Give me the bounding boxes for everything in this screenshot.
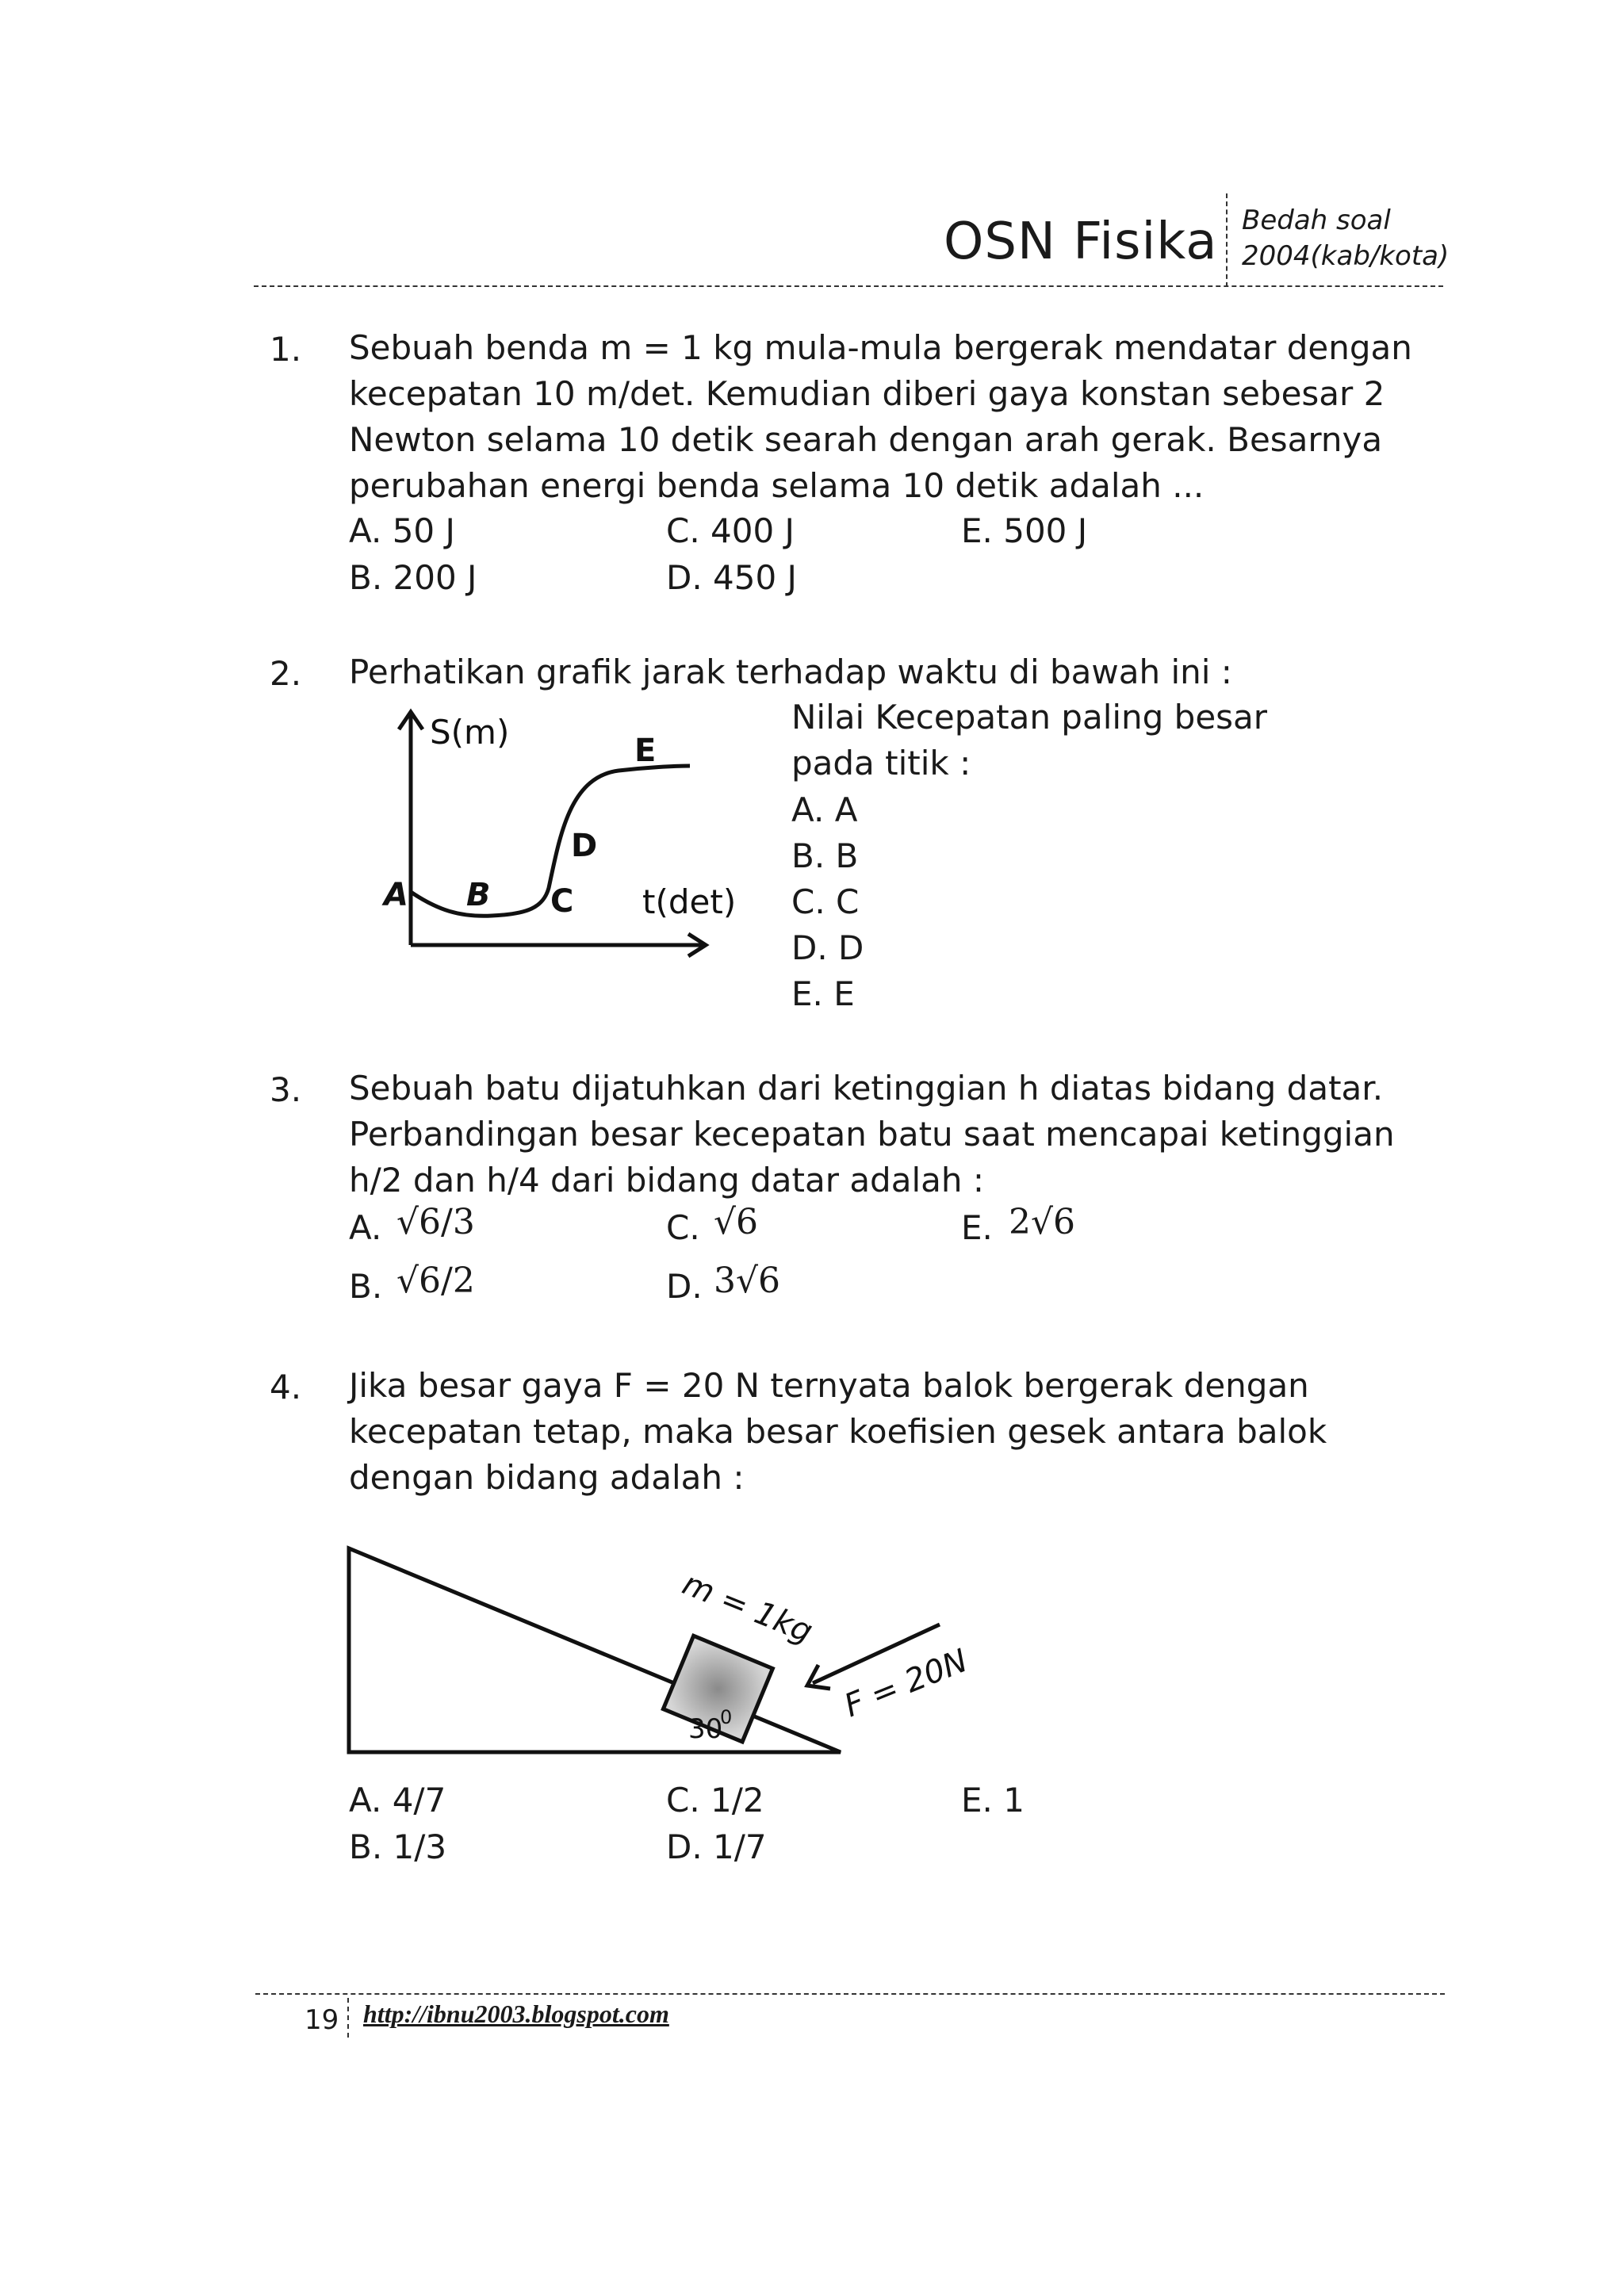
question-4-option-e[interactable]: E. 1 (961, 1781, 1025, 1820)
mass-label: m = 1kg (677, 1565, 818, 1651)
question-4-option-a[interactable]: A. 4/7 (349, 1781, 446, 1820)
question-1-option-d[interactable]: D. 450 J (666, 558, 797, 597)
graph-point-d: D (571, 828, 598, 864)
incline-diagram (317, 1522, 1031, 1776)
header-divider (1226, 193, 1228, 287)
question-2-option-a[interactable]: A. A (791, 790, 858, 829)
question-1-line-2: kecepatan 10 m/det. Kemudian diberi gaya konstan sebesar 2 (349, 374, 1385, 413)
graph-point-a: A (384, 877, 408, 913)
y-axis-label: S(m) (430, 713, 510, 752)
footer-rule (255, 1993, 1445, 1995)
graph-point-e: E (634, 733, 657, 769)
question-1-option-a[interactable]: A. 50 J (349, 511, 455, 550)
question-2-option-b[interactable]: B. B (791, 836, 859, 875)
question-3-option-b-letter[interactable]: B. (349, 1267, 383, 1306)
question-3-line-2: Perbandingan besar kecepatan batu saat mencapai ketinggian (349, 1115, 1395, 1154)
force-label: F = 20N (839, 1642, 973, 1725)
question-1-line-3: Newton selama 10 detik searah dengan arah gerak. Besarnya (349, 420, 1383, 459)
question-3-line-1: Sebuah batu dijatuhkan dari ketinggian h diatas bidang datar. (349, 1069, 1384, 1108)
question-2-line-1: Perhatikan grafik jarak terhadap waktu di bawah ini : (349, 652, 1232, 691)
question-2-side-text-2: pada titik : (791, 744, 971, 783)
question-4-line-1: Jika besar gaya F = 20 N ternyata balok bergerak dengan (349, 1366, 1309, 1405)
question-4-option-b[interactable]: B. 1/3 (349, 1827, 447, 1866)
page-number: 19 (304, 2004, 339, 2036)
header-rule (254, 285, 1443, 287)
angle-label: 30 (688, 1713, 723, 1745)
angle-degree-superscript: 0 (720, 1706, 733, 1728)
header-subtitle-line2: 2004(kab/kota) (1242, 240, 1450, 272)
question-3-option-c-letter[interactable]: C. (666, 1208, 700, 1247)
x-axis (411, 934, 706, 956)
header-subtitle-line1: Bedah soal (1242, 205, 1391, 236)
footer-divider (347, 1998, 349, 2038)
question-2-option-d[interactable]: D. D (791, 928, 864, 967)
question-2-side-text-1: Nilai Kecepatan paling besar (791, 698, 1268, 737)
question-1-line-4: perubahan energi benda selama 10 detik adalah ... (349, 466, 1205, 505)
footer-url-link[interactable]: http://ibnu2003.blogspot.com (363, 1999, 669, 2028)
question-3-line-3: h/2 dan h/4 dari bidang datar adalah : (349, 1161, 984, 1200)
question-4-option-c[interactable]: C. 1/2 (666, 1781, 764, 1820)
question-1-option-b[interactable]: B. 200 J (349, 558, 477, 597)
question-3-option-a-letter[interactable]: A. (349, 1208, 382, 1247)
question-2-number: 2. (270, 654, 302, 693)
graph-point-b: B (466, 877, 491, 913)
question-3-option-c-value: √6 (714, 1202, 759, 1242)
question-3-number: 3. (270, 1070, 302, 1109)
question-1-number: 1. (270, 330, 302, 369)
question-1-line-1: Sebuah benda m = 1 kg mula-mula bergerak mendatar dengan (349, 328, 1412, 367)
question-4-line-2: kecepatan tetap, maka besar koefisien gesek antara balok (349, 1412, 1327, 1451)
question-2-option-e[interactable]: E. E (791, 974, 855, 1013)
question-3-option-d-letter[interactable]: D. (666, 1267, 703, 1306)
x-axis-label: t(det) (642, 882, 737, 921)
document-title: OSN Fisika (944, 212, 1218, 271)
question-4-number: 4. (270, 1368, 302, 1406)
question-2-option-c[interactable]: C. C (791, 882, 860, 921)
incline-triangle (349, 1548, 841, 1752)
question-4-option-d[interactable]: D. 1/7 (666, 1827, 767, 1866)
question-4-line-3: dengan bidang adalah : (349, 1458, 745, 1497)
distance-time-graph (373, 698, 753, 975)
question-1-option-e[interactable]: E. 500 J (961, 511, 1088, 550)
question-3-option-e-letter[interactable]: E. (961, 1208, 993, 1247)
question-1-option-c[interactable]: C. 400 J (666, 511, 795, 550)
graph-point-c: C (550, 883, 574, 920)
question-3-option-a-value: √6/3 (396, 1202, 475, 1242)
question-3-option-e-value: 2√6 (1009, 1202, 1076, 1242)
question-3-option-d-value: 3√6 (714, 1261, 781, 1301)
question-3-option-b-value: √6/2 (396, 1261, 475, 1301)
